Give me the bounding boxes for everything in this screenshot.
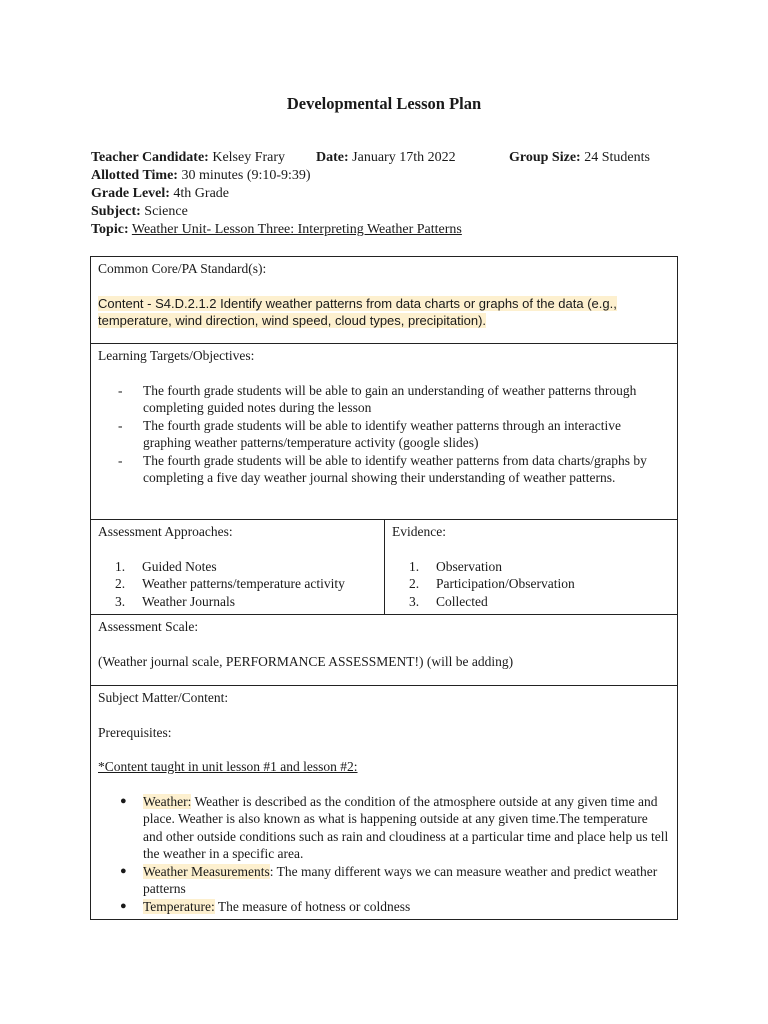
grade-value: 4th Grade [173, 186, 230, 201]
subject-matter-heading: Subject Matter/Content: [98, 690, 229, 705]
vocabulary-item [118, 793, 670, 863]
objective-item: - The fourth grade students will be able to identify weather patterns from data charts/graphs by completing a five day weather journal showing their understanding of weather patterns. [118, 452, 670, 487]
vocabulary-item [118, 863, 670, 898]
bullet-icon: ● [120, 899, 127, 912]
header-row-subject [91, 203, 691, 221]
topic-label: Topic: [91, 222, 129, 237]
standards-content [98, 295, 670, 330]
assessment-item: 1. Guided Notes [115, 558, 217, 574]
subject-label: Subject: [91, 204, 141, 219]
bullet-icon: ● [120, 794, 127, 807]
prerequisites-label: Prerequisites: [98, 724, 172, 740]
assessment-item: 2. Weather patterns/temperature activity [115, 576, 345, 591]
objectives-cell [91, 344, 678, 520]
evidence-item: 2. Participation/Observation [409, 576, 575, 591]
header-row-topic [91, 221, 691, 239]
objectives-row [91, 344, 678, 520]
time-value: 30 minutes (9:10-9:39) [181, 168, 311, 183]
assessment-item: 3. Weather Journals [115, 593, 236, 609]
topic-value: Weather Unit- Lesson Three: Interpreting Weather Patterns [131, 222, 462, 237]
vocabulary-term: Temperature: [143, 898, 215, 914]
assessment-list [98, 558, 377, 611]
date-value: January 17th 2022 [352, 150, 456, 165]
evidence-item-text: Observation [436, 558, 502, 574]
assessment-item-text: Weather Journals [142, 593, 236, 609]
evidence-heading: Evidence: [392, 524, 446, 539]
subject-matter-cell [91, 686, 678, 920]
objectives-list [98, 382, 670, 487]
scale-text: (Weather journal scale, PERFORMANCE ASSESSMENT!) (will be adding) [98, 653, 514, 669]
header-row-teacher [91, 149, 691, 167]
assessment-heading: Assessment Approaches: [98, 524, 233, 539]
lesson-header [91, 149, 691, 239]
vocabulary-definition: The measure of hotness or coldness [214, 898, 411, 914]
time-label: Allotted Time: [91, 168, 178, 183]
standards-heading: Common Core/PA Standard(s): [98, 261, 267, 276]
objective-item: - The fourth grade students will be able to gain an understanding of weather patterns through completing guided notes during the lesson [118, 382, 670, 417]
evidence-item: 3. Collected [409, 593, 488, 609]
lesson-plan-table [90, 256, 678, 920]
document-title: Developmental Lesson Plan [286, 94, 482, 113]
group-field [509, 149, 650, 167]
assessment-cell [91, 520, 385, 615]
vocabulary-list [98, 793, 670, 916]
group-label: Group Size: [509, 150, 581, 165]
vocabulary-item [118, 898, 670, 916]
header-row-time [91, 167, 691, 185]
grade-label: Grade Level: [91, 186, 170, 201]
assessment-item-text: Guided Notes [142, 558, 217, 574]
vocabulary-term: Weather: [143, 793, 192, 809]
scale-cell [91, 615, 678, 686]
evidence-item-text: Participation/Observation [436, 576, 575, 591]
vocabulary-term: Weather Measurements [143, 863, 270, 879]
vocabulary-definition: : The many different ways we can measure weather and predict weather patterns [143, 863, 658, 896]
header-row-grade [91, 185, 691, 203]
group-value: 24 Students [584, 150, 650, 165]
date-field [316, 149, 456, 167]
teacher-value: Kelsey Frary [212, 150, 286, 165]
date-label: Date: [316, 150, 349, 165]
evidence-item: 1. Observation [409, 558, 502, 574]
bullet-icon: ● [120, 864, 127, 877]
evidence-list [392, 558, 670, 611]
standards-cell [91, 257, 678, 344]
scale-row [91, 615, 678, 686]
teacher-label: Teacher Candidate: [91, 150, 209, 165]
standards-content-text: Content - S4.D.2.1.2 Identify weather patterns from data charts or graphs of the data (e.g., temperature, wind direction, wind speed, cloud types, precipitation). [98, 295, 617, 328]
vocabulary-definition: Weather is described as the condition of the atmosphere outside at any given time and place. Weather is also known as what is happening outside at any given time.The temperature and other outside conditions such as rain and cloudiness at a particular time and place help us tell the weather in a specific area. [143, 793, 669, 861]
evidence-cell [385, 520, 678, 615]
scale-heading: Assessment Scale: [98, 619, 199, 634]
standards-row [91, 257, 678, 344]
subject-matter-row [91, 686, 678, 920]
objectives-heading: Learning Targets/Objectives: [98, 348, 255, 363]
content-taught-label: *Content taught in unit lesson #1 and lesson #2: [98, 759, 358, 774]
objective-item: - The fourth grade students will be able to identify weather patterns through an interactive graphing weather patterns/temperature activity (google slides) [118, 417, 670, 452]
assessment-item-text: Weather patterns/temperature activity [142, 576, 345, 591]
subject-value: Science [144, 204, 188, 219]
evidence-item-text: Collected [436, 593, 488, 609]
assessment-row [91, 520, 678, 615]
